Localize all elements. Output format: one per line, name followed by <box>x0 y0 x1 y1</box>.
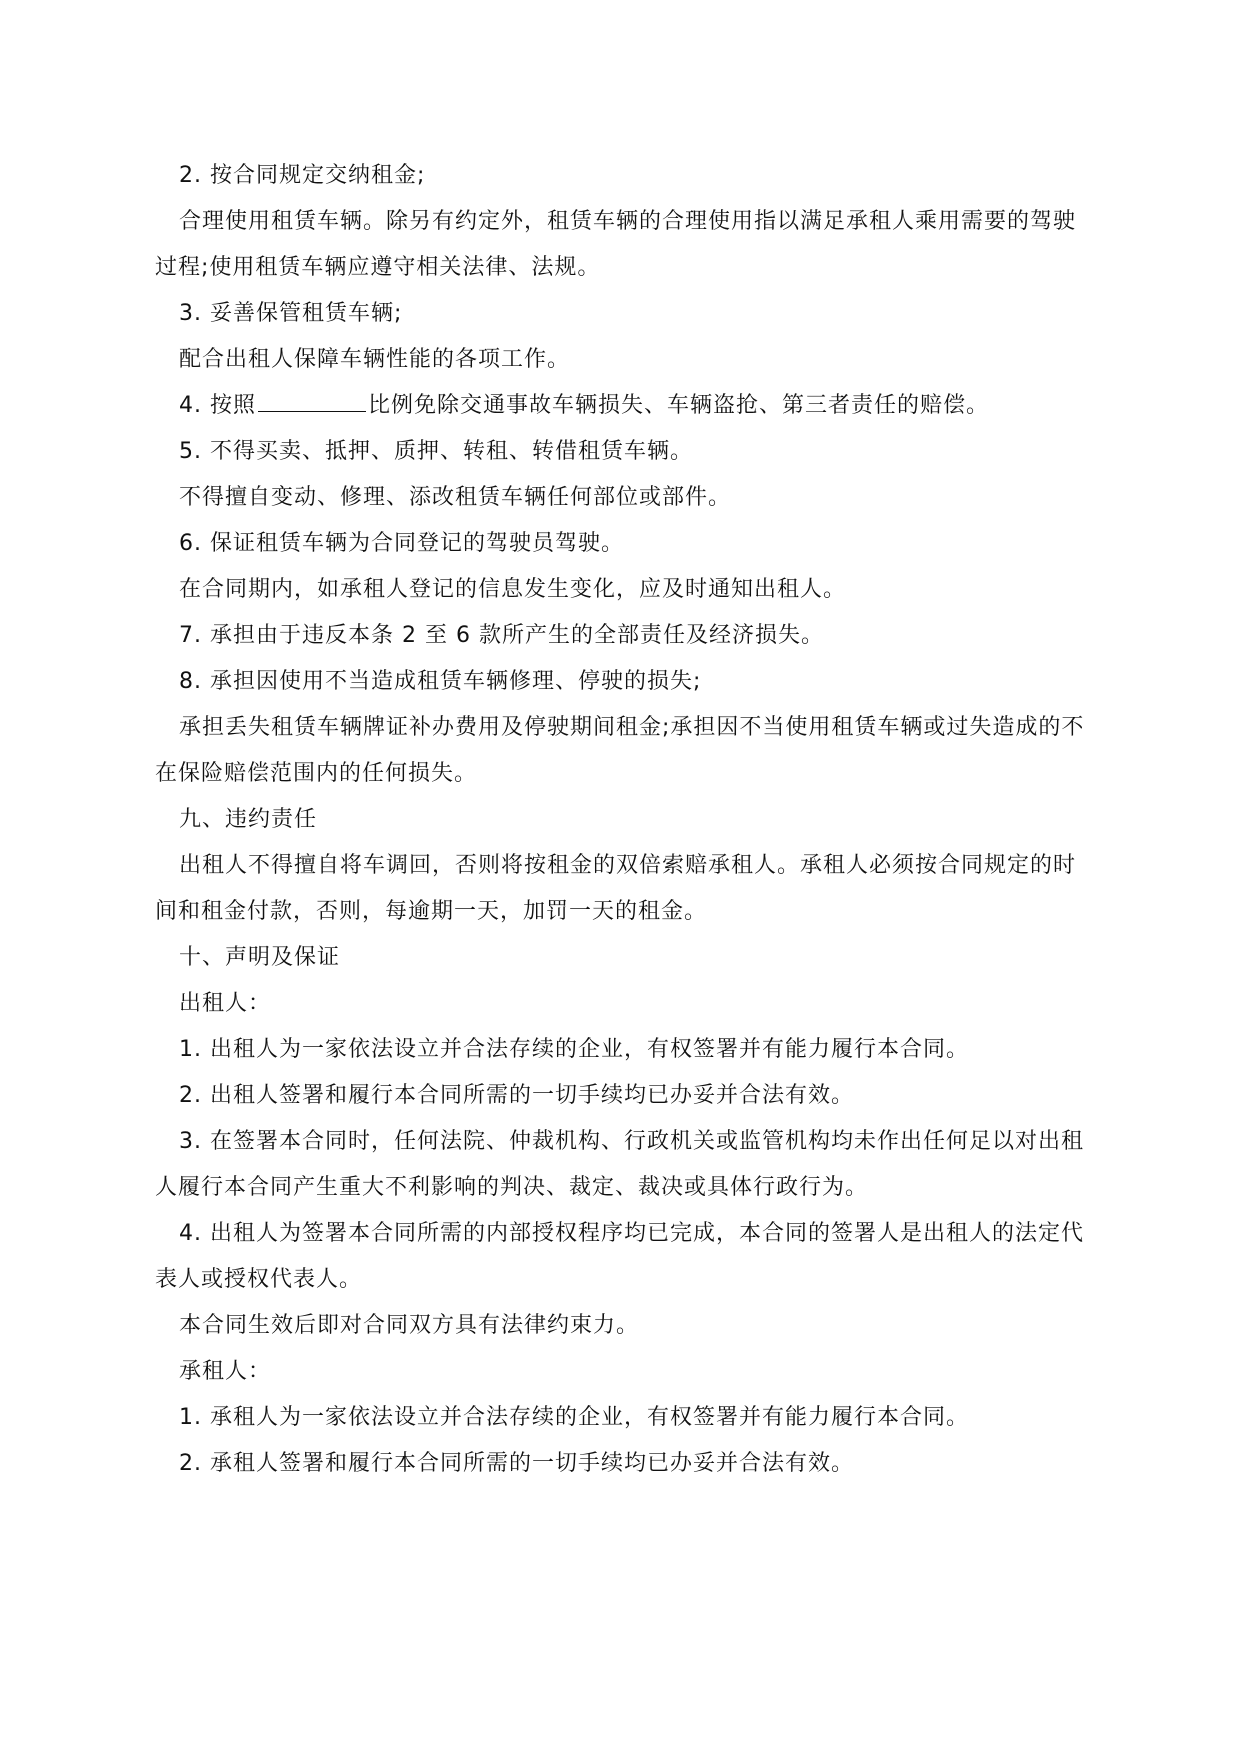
lessor-item-2: 2. 出租人签署和履行本合同所需的一切手续均已办妥并合法有效。 <box>179 1083 854 1108</box>
paragraph-item-6: 6. 保证租赁车辆为合同登记的驾驶员驾驶。 <box>179 531 624 556</box>
lessor-item-3: 3. 在签署本合同时，任何法院、仲裁机构、行政机关或监管机构均未作出任何足以对出租人履行本合同产生重大不利影响的判决、裁定、裁决或具体行政行为。 <box>155 1129 1084 1200</box>
lessee-item-1: 1. 承租人为一家依法设立并合法存续的企业，有权签署并有能力履行本合同。 <box>179 1405 969 1430</box>
paragraph-item-2: 2. 按合同规定交纳租金; <box>179 163 426 188</box>
document-body <box>155 153 1095 1487</box>
lessor-item-4: 4. 出租人为签署本合同所需的内部授权程序均已完成，本合同的签署人是出租人的法定代表人或授权代表人。 <box>155 1221 1084 1292</box>
fill-in-blank <box>258 387 366 412</box>
paragraph-no-modify: 不得擅自变动、修理、添改租赁车辆任何部位或部件。 <box>179 485 732 510</box>
paragraph-binding: 本合同生效后即对合同双方具有法律约束力。 <box>179 1313 640 1338</box>
paragraph-reasonable-use: 合理使用租赁车辆。除另有约定外，租赁车辆的合理使用指以满足承租人乘用需要的驾驶过程;使用租赁车辆应遵守相关法律、法规。 <box>155 209 1077 280</box>
paragraph-item-5: 5. 不得买卖、抵押、质押、转租、转借租赁车辆。 <box>179 439 693 464</box>
paragraph-item-4 <box>155 383 1095 429</box>
section-heading-breach: 九、违约责任 <box>179 807 318 832</box>
paragraph-item-3: 3. 妥善保管租赁车辆; <box>179 301 403 326</box>
lessee-label: 承租人： <box>179 1359 272 1384</box>
paragraph-item-8: 8. 承担因使用不当造成租赁车辆修理、停驶的损失; <box>179 669 702 694</box>
item-4-suffix: 比例免除交通事故车辆损失、车辆盗抢、第三者责任的赔偿。 <box>367 393 989 418</box>
lessor-item-1: 1. 出租人为一家依法设立并合法存续的企业，有权签署并有能力履行本合同。 <box>179 1037 969 1062</box>
paragraph-breach: 出租人不得擅自将车调回，否则将按租金的双倍索赔承租人。承租人必须按合同规定的时间和租金付款，否则，每逾期一天，加罚一天的租金。 <box>155 853 1077 924</box>
item-4-prefix: 4. 按照 <box>179 393 256 418</box>
paragraph-loss-costs: 承担丢失租赁车辆牌证补办费用及停驶期间租金;承担因不当使用租赁车辆或过失造成的不在保险赔偿范围内的任何损失。 <box>155 715 1085 786</box>
lessor-label: 出租人： <box>179 991 272 1016</box>
paragraph-item-7: 7. 承担由于违反本条 2 至 6 款所产生的全部责任及经济损失。 <box>179 623 824 648</box>
paragraph-info-change: 在合同期内，如承租人登记的信息发生变化，应及时通知出租人。 <box>179 577 847 602</box>
paragraph-cooperate: 配合出租人保障车辆性能的各项工作。 <box>179 347 571 372</box>
section-heading-declarations: 十、声明及保证 <box>179 945 341 970</box>
lessee-item-2: 2. 承租人签署和履行本合同所需的一切手续均已办妥并合法有效。 <box>179 1451 854 1476</box>
